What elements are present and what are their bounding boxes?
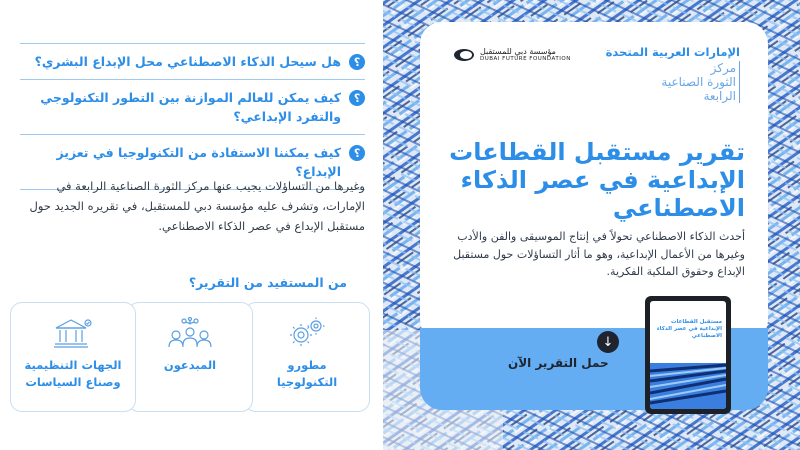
gears-icon [288, 317, 326, 349]
question-text: هل سيحل الذكاء الاصطناعي محل الإبداع البشري؟ [34, 54, 341, 69]
c4ir-logo-line: الرابعة [703, 89, 736, 103]
dff-logo-icon [453, 48, 475, 62]
c4ir-logo-line: مركز [710, 61, 736, 75]
beneficiary-card-regulators [10, 302, 136, 412]
tablet-cover-art [650, 363, 726, 409]
question-text: كيف يمكننا الاستفادة من التكنولوجيا في تعزيز الإبداع؟ [56, 145, 341, 179]
dff-english-name: DUBAI FUTURE FOUNDATION [480, 56, 571, 62]
beneficiaries-cards [10, 302, 370, 412]
beneficiary-label: مطورو التكنولوجيا [276, 358, 338, 389]
question-item [20, 43, 365, 79]
download-report-link[interactable]: حمل التقرير الآن [508, 356, 609, 370]
dff-logo [453, 47, 571, 62]
beneficiary-card-tech-developers [244, 302, 370, 412]
intro-paragraph: وغيرها من التساؤلات يجيب عنها مركز الثورة الصناعية الرابعة في الإمارات، وتشرف عليه مؤسسة دبي للمستقبل، في تقريره الجديد حول مستقبل الإبداع في عصر الذكاء الاصطناعي. [29, 179, 365, 233]
report-tablet-preview[interactable] [645, 296, 731, 414]
beneficiary-card-creatives [127, 302, 253, 412]
dff-arabic-name: مؤسسة دبي للمستقبل [480, 47, 556, 56]
beneficiary-label: الجهات التنظيمية وصناع السياسات [24, 358, 122, 389]
question-text: كيف يمكن للعالم الموازنة بين التطور التكنولوجي والتفرد الإبداعي؟ [40, 90, 341, 124]
report-title: تقرير مستقبل القطاعات الإبداعية في عصر الذكاء الاصطناعي [449, 138, 745, 222]
report-description: أحدث الذكاء الاصطناعي تحولاً في إنتاج الموسيقى والفن والأدب وغيرها من الأعمال الإبداعية، وهو ما أثار التساؤلات حول مستقبل الإبداع وحقوق الملكية الفكرية. [453, 230, 745, 278]
question-icon: ؟ [349, 90, 365, 106]
tablet-screen [650, 301, 726, 409]
c4ir-logo-line: الثورة الصناعية [661, 75, 736, 89]
people-network-icon [166, 317, 214, 349]
uae-logo-text: الإمارات العربية المتحدة [605, 45, 740, 59]
government-building-icon [52, 317, 94, 349]
report-panel [383, 0, 800, 450]
tablet-report-title: مستقبل القطاعات الإبداعية في عصر الذكاء الاصطناعي [656, 319, 722, 339]
arrow-down-icon[interactable]: ↓ [597, 331, 619, 353]
question-icon: ؟ [349, 54, 365, 70]
beneficiary-label: المبدعون [163, 358, 217, 372]
question-icon: ؟ [349, 145, 365, 161]
c4ir-logo [650, 61, 740, 103]
left-panel [0, 0, 383, 450]
questions-list [20, 43, 365, 190]
beneficiaries-title: من المستفيد من التقرير؟ [188, 275, 347, 290]
question-item [20, 79, 365, 134]
